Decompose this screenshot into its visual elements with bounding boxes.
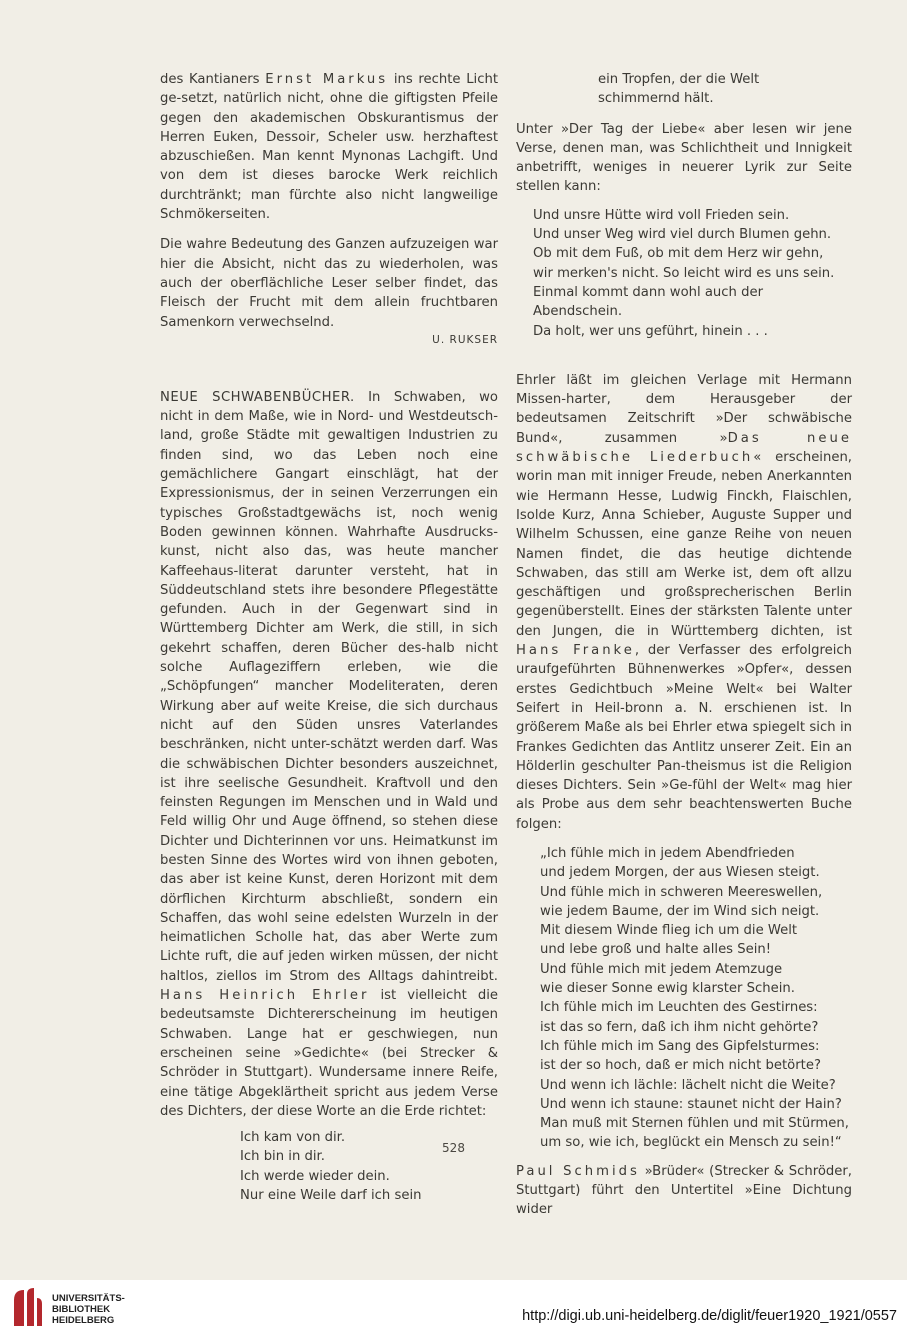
poem-line: ein Tropfen, der die Welt	[598, 72, 760, 87]
library-name-line: HEIDELBERG	[52, 1315, 115, 1326]
paragraph	[516, 371, 852, 834]
poem-line: Man muß mit Sternen fühlen und mit Stürmen,	[540, 1116, 849, 1132]
library-logo-icon	[10, 1286, 46, 1330]
poem-line: Ob mit dem Fuß, ob mit dem Herz wir gehn,	[533, 246, 824, 262]
poem-line: Ich werde wieder dein.	[240, 1168, 390, 1184]
paragraph: Die wahre Bedeutung des Ganzen aufzuzeigen war hier die Absicht, nicht das zu wiederholen, was auch der oberflächliche Leser selber findet, das Fleisch der Frucht mit dem allein fruchtbaren Samenkorn verwechselnd.	[160, 237, 498, 330]
poem-line: ist der so hoch, daß er mich nicht betörte?	[540, 1058, 821, 1074]
right-column	[516, 70, 852, 1220]
poem-line: Ich fühle mich im Sang des Gipfelsturmes:	[540, 1038, 820, 1054]
text-run: des Kantianers	[160, 72, 266, 87]
poem-line: wie dieser Sonne ewig klarster Schein.	[540, 981, 795, 997]
paragraph	[160, 70, 498, 224]
text-run: Ehrler läßt im gleichen Verlage mit Hermann Missen-harter, dem Herausgeber der bedeutsamen Zeitschrift »Der schwäbische Bund«, zusammen »	[516, 372, 852, 446]
poem-line: Und unsre Hütte wird voll Frieden sein.	[533, 207, 790, 223]
poem-line: Und unser Weg wird viel durch Blumen gehn.	[533, 227, 832, 243]
poem	[516, 206, 852, 341]
text-run: ist vielleicht die bedeutsamste Dichtererscheinung im heutigen Schwaben. Lange hat er geschwiegen, nun erscheinen seine »Gedichte« (bei Strecker & Schröder in Stuttgart). Wundersame innere Reife, eine tätige Abgeklärtheit spricht aus jedem Verse des Dichters, der diese Worte an die Erde richtet:	[160, 988, 498, 1119]
text-run: In Schwaben, wo nicht in dem Maße, wie in Nord- und Westdeutsch-land, große Städte mit gewaltigen Industrien zu finden sind, wo das Leben noch eine gemächlichere Gangart einschlägt, hat der Expressionismus, der in seinen Verzerrungen ein typisches Großstadtgewächs ist, noch wenig Boden gewinnen können. Wahrhafte Ausdrucks-kunst, nicht also das, was heute mancher Kaffeehaus-literat darunter versteht, hat in Süddeutschland stets ihre besondere Pflegestätte gefunden. Auch in der Gegenwart sind in Württemberg Dichter am Werk, die still, in sich gekehrt schaffen, deren Bücher des-halb nicht solche Auflageziffern erleben, wie die „Schöpfungen“ mancher Modeliteraten, deren Wirkung aber auf weite Kreise, die sich durchaus nicht auf den Süden unsres Vaterlandes beschränken, nicht unter-schätzt werden darf. Was die schwäbischen Dichter besonders auszeichnet, ist ihre seelische Gesundheit. Kraftvoll und den feinsten Regungen im Menschen und in Wald und Feld willig Ohr und Auge öffnend, so stehen diese Dichter und Dichterinnen vor uns. Heimatkunst im besten Sinne des Wortes wird von ihnen geboten, das aber ist keine Kunst, deren Horizont mit dem dörflichen Kirchturm abschließt, sondern ein Schaffen, das wohl seine edelsten Wurzeln in der heimatlichen Scholle hat, das aber Werte zum Lichte ruft, die auf jeden wirken müssen, der nicht haltlos, ziellos im Strom des Alltags dahintreibt.	[160, 389, 498, 984]
source-url-link[interactable]: http://digi.ub.uni-heidelberg.de/diglit/feuer1920_1921/0557	[522, 1308, 897, 1324]
text-run: ins rechte Licht ge-setzt, natürlich nicht, ohne die giftigsten Pfeile gegen den akademischen Obskurantismus der Herren Euken, Dessoir, Scheler usw. herzhaftest abzuschießen. Man kennt Mynonas Lachgift. Und von dem ist dieses barocke Werk reichlich durchtränkt; man fürchte also nicht langweilige Schmökerseiten.	[160, 72, 498, 223]
poem	[516, 70, 852, 109]
poem-line: Ich kam von dir.	[240, 1130, 346, 1146]
text-run: « erscheinen, worin man mit inniger Freude, neben Anerkannten wie Hermann Hesse, Ludwig Finckh, Flaischlen, Isolde Kurz, Anna Schieber, Auguste Supper und Wilhelm Schussen, eine ganze Reihe von neuen Namen findet, die das heutige dichtende Schwaben, das still am Werke ist, dem oft allzu geschäftigen und großsprecherischen Berlin gegenüberstellt. Eines der stärksten Talente unter den Jungen, die in Württemberg dichten, ist	[516, 450, 852, 639]
poem-line: und jedem Morgen, der aus Wiesen steigt.	[540, 865, 820, 881]
poem-line: und lebe groß und halte alles Sein!	[540, 942, 772, 958]
paragraph	[160, 388, 498, 1121]
poem-line: Und wenn ich lächle: lächelt nicht die Weite?	[540, 1077, 836, 1093]
library-name	[52, 1293, 125, 1326]
text-run: , der Verfasser des erfolgreich uraufgeführten Bühnenwerkes »Opfer«, dessen erstes Gedichtbuch »Meine Welt« bei Walter Seifert in Heil-bronn a. N. erschienen ist. In größerem Maße als bei Ehrler etwa spiegelt sich in Frankes Gedichten das Antlitz unserer Zeit. Ein an Hölderlin geschulter Pan-theismus ist die Religion dieses Dichters. Sein »Ge-fühl der Welt« mag hier als Probe aus dem sehr beachtenswerten Buche folgen:	[516, 643, 852, 832]
poem-line: Da holt, wer uns geführt, hinein . . .	[533, 323, 768, 339]
left-column	[160, 70, 498, 1205]
poem	[160, 1128, 498, 1205]
poem-line: Nur eine Weile darf ich sein	[240, 1188, 422, 1204]
section-heading: NEUE SCHWABENBÜCHER.	[160, 389, 355, 405]
spaced-name: Hans Franke	[516, 643, 635, 659]
poem	[516, 844, 852, 1153]
author-signature: U. RUKSER	[432, 333, 498, 346]
poem-line: Ich fühle mich im Leuchten des Gestirnes:	[540, 1000, 818, 1016]
poem-line: Und wenn ich staune: staunet nicht der Hain?	[540, 1096, 842, 1112]
poem-line: schimmernd hält.	[598, 91, 714, 107]
footer-bar	[0, 1280, 907, 1337]
poem-line: ist das so fern, daß ich ihm nicht gehörte?	[540, 1019, 819, 1035]
poem-line: „Ich fühle mich in jedem Abendfrieden	[540, 845, 795, 861]
poem-line: Einmal kommt dann wohl auch der Abendschein.	[533, 284, 764, 320]
poem-line: Ich bin in dir.	[240, 1149, 325, 1165]
spaced-name: Hans Heinrich Ehrler	[160, 988, 370, 1004]
poem-line: Und fühle mich mit jedem Atemzuge	[540, 961, 783, 977]
paragraph: Unter »Der Tag der Liebe« aber lesen wir jene Verse, denen man, was Schlichtheit und Innigkeit anbetrifft, weniges in neuerer Lyrik zur Seite stellen kann:	[516, 121, 852, 195]
spaced-title: Das neue schwäbische Liederbuch	[516, 430, 852, 466]
page-number: 528	[442, 1141, 465, 1155]
paragraph	[516, 1162, 852, 1220]
library-name-line: BIBLIOTHEK	[52, 1304, 111, 1315]
poem-line: wir merken's nicht. So leicht wird es uns sein.	[533, 265, 835, 281]
library-name-line: UNIVERSITÄTS-	[52, 1293, 125, 1304]
poem-line: um so, wie ich, beglückt ein Mensch zu sein!“	[540, 1135, 842, 1151]
poem-line: Mit diesem Winde flieg ich um die Welt	[540, 923, 798, 939]
text-run: »Brüder« (Strecker & Schröder, Stuttgart) führt den Untertitel »Eine Dichtung wider	[516, 1163, 852, 1218]
poem-line: Und fühle mich in schweren Meereswellen,	[540, 884, 823, 900]
spaced-name: Ernst Markus	[265, 72, 389, 87]
poem-line: wie jedem Baume, der im Wind sich neigt.	[540, 903, 820, 919]
spaced-name: Paul Schmids	[516, 1163, 640, 1179]
